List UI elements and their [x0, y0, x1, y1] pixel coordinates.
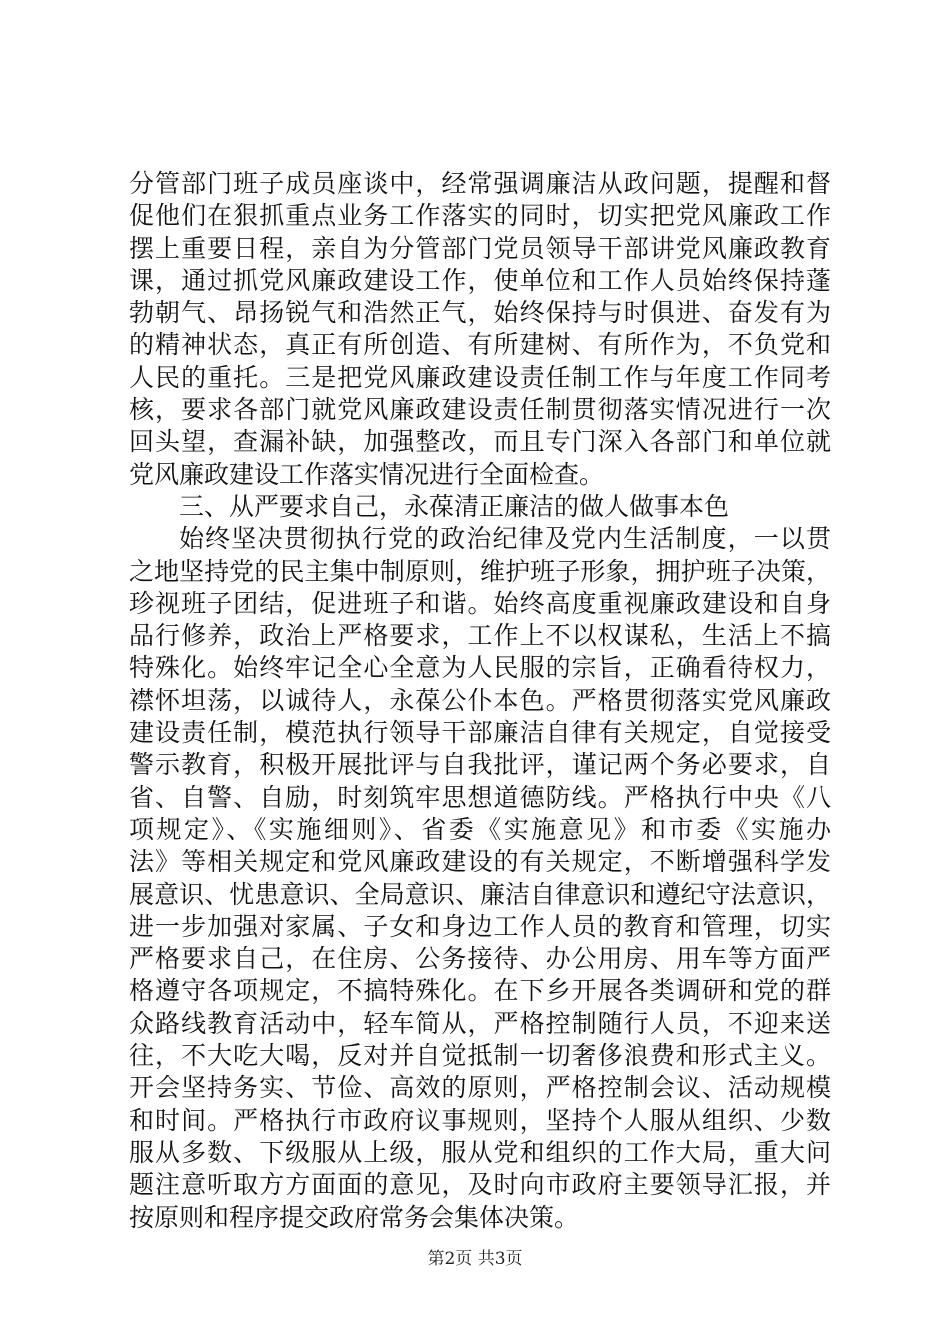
text-line: 三、从严要求自己，永葆清正廉洁的做人做事本色: [179, 491, 730, 521]
text-line: 省、自警、自励，时刻筑牢思想道德防线。严格执行中央《八: [129, 782, 831, 812]
text-line: 题注意听取方方面面的意见，及时向市政府主要领导汇报，并: [129, 1170, 831, 1200]
text-line: 摆上重要日程，亲自为分管部门党员领导干部讲党风廉政教育: [129, 233, 831, 263]
text-line: 展意识、忧患意识、全局意识、廉洁自律意识和遵纪守法意识，: [129, 879, 831, 909]
text-line: 警示教育，积极开展批评与自我批评，谨记两个务必要求，自: [129, 750, 831, 780]
page-footer: 第2页 共3页: [427, 1249, 523, 1269]
document-body: [129, 168, 831, 1234]
text-line: 党风廉政建设工作落实情况进行全面检查。: [129, 459, 605, 489]
text-line: 之地坚持党的民主集中制原则，维护班子形象，拥护班子决策，: [129, 556, 831, 586]
text-line: 项规定》、《实施细则》、省委《实施意见》和市委《实施办: [129, 814, 831, 844]
text-line: 勃朝气、昂扬锐气和浩然正气，始终保持与时俱进、奋发有为: [129, 298, 831, 328]
text-line: 建设责任制，模范执行领导干部廉洁自律有关规定，自觉接受: [129, 718, 831, 748]
text-line: 格遵守各项规定，不搞特殊化。在下乡开展各类调研和党的群: [129, 976, 831, 1006]
text-line: 众路线教育活动中，轻车简从，严格控制随行人员，不迎来送: [129, 1008, 831, 1038]
text-line: 课，通过抓党风廉政建设工作，使单位和工作人员始终保持蓬: [129, 265, 831, 295]
text-line: 按原则和程序提交政府常务会集体决策。: [129, 1202, 580, 1232]
text-line: 法》等相关规定和党风廉政建设的有关规定，不断增强科学发: [129, 847, 831, 877]
text-line: 特殊化。始终牢记全心全意为人民服的宗旨，正确看待权力，: [129, 653, 831, 683]
text-line: 和时间。严格执行市政府议事规则，坚持个人服从组织、少数: [129, 1105, 831, 1135]
text-line: 襟怀坦荡，以诚待人，永葆公仆本色。严格贯彻落实党风廉政: [129, 685, 831, 715]
text-line: 往，不大吃大喝，反对并自觉抵制一切奢侈浪费和形式主义。: [129, 1041, 831, 1071]
text-line: 服从多数、下级服从上级，服从党和组织的工作大局，重大问: [129, 1137, 831, 1167]
text-line: 进一步加强对家属、子女和身边工作人员的教育和管理，切实: [129, 911, 831, 941]
text-line: 品行修养，政治上严格要求，工作上不以权谋私，生活上不搞: [129, 621, 831, 651]
text-line: 严格要求自己，在住房、公务接待、办公用房、用车等方面严: [129, 944, 831, 974]
text-line: 的精神状态，真正有所创造、有所建树、有所作为，不负党和: [129, 330, 831, 360]
text-line: 核，要求各部门就党风廉政建设责任制贯彻落实情况进行一次: [129, 395, 831, 425]
text-line: 人民的重托。三是把党风廉政建设责任制工作与年度工作同考: [129, 362, 831, 392]
text-line: 回头望，查漏补缺，加强整改，而且专门深入各部门和单位就: [129, 427, 831, 457]
text-line: 促他们在狠抓重点业务工作落实的同时，切实把党风廉政工作: [129, 201, 831, 231]
text-line: 珍视班子团结，促进班子和谐。始终高度重视廉政建设和自身: [129, 588, 831, 618]
text-line: 始终坚决贯彻执行党的政治纪律及党内生活制度，一以贯: [179, 524, 831, 554]
text-line: 开会坚持务实、节俭、高效的原则，严格控制会议、活动规模: [129, 1073, 831, 1103]
text-line: 分管部门班子成员座谈中，经常强调廉洁从政问题，提醒和督: [129, 169, 831, 198]
